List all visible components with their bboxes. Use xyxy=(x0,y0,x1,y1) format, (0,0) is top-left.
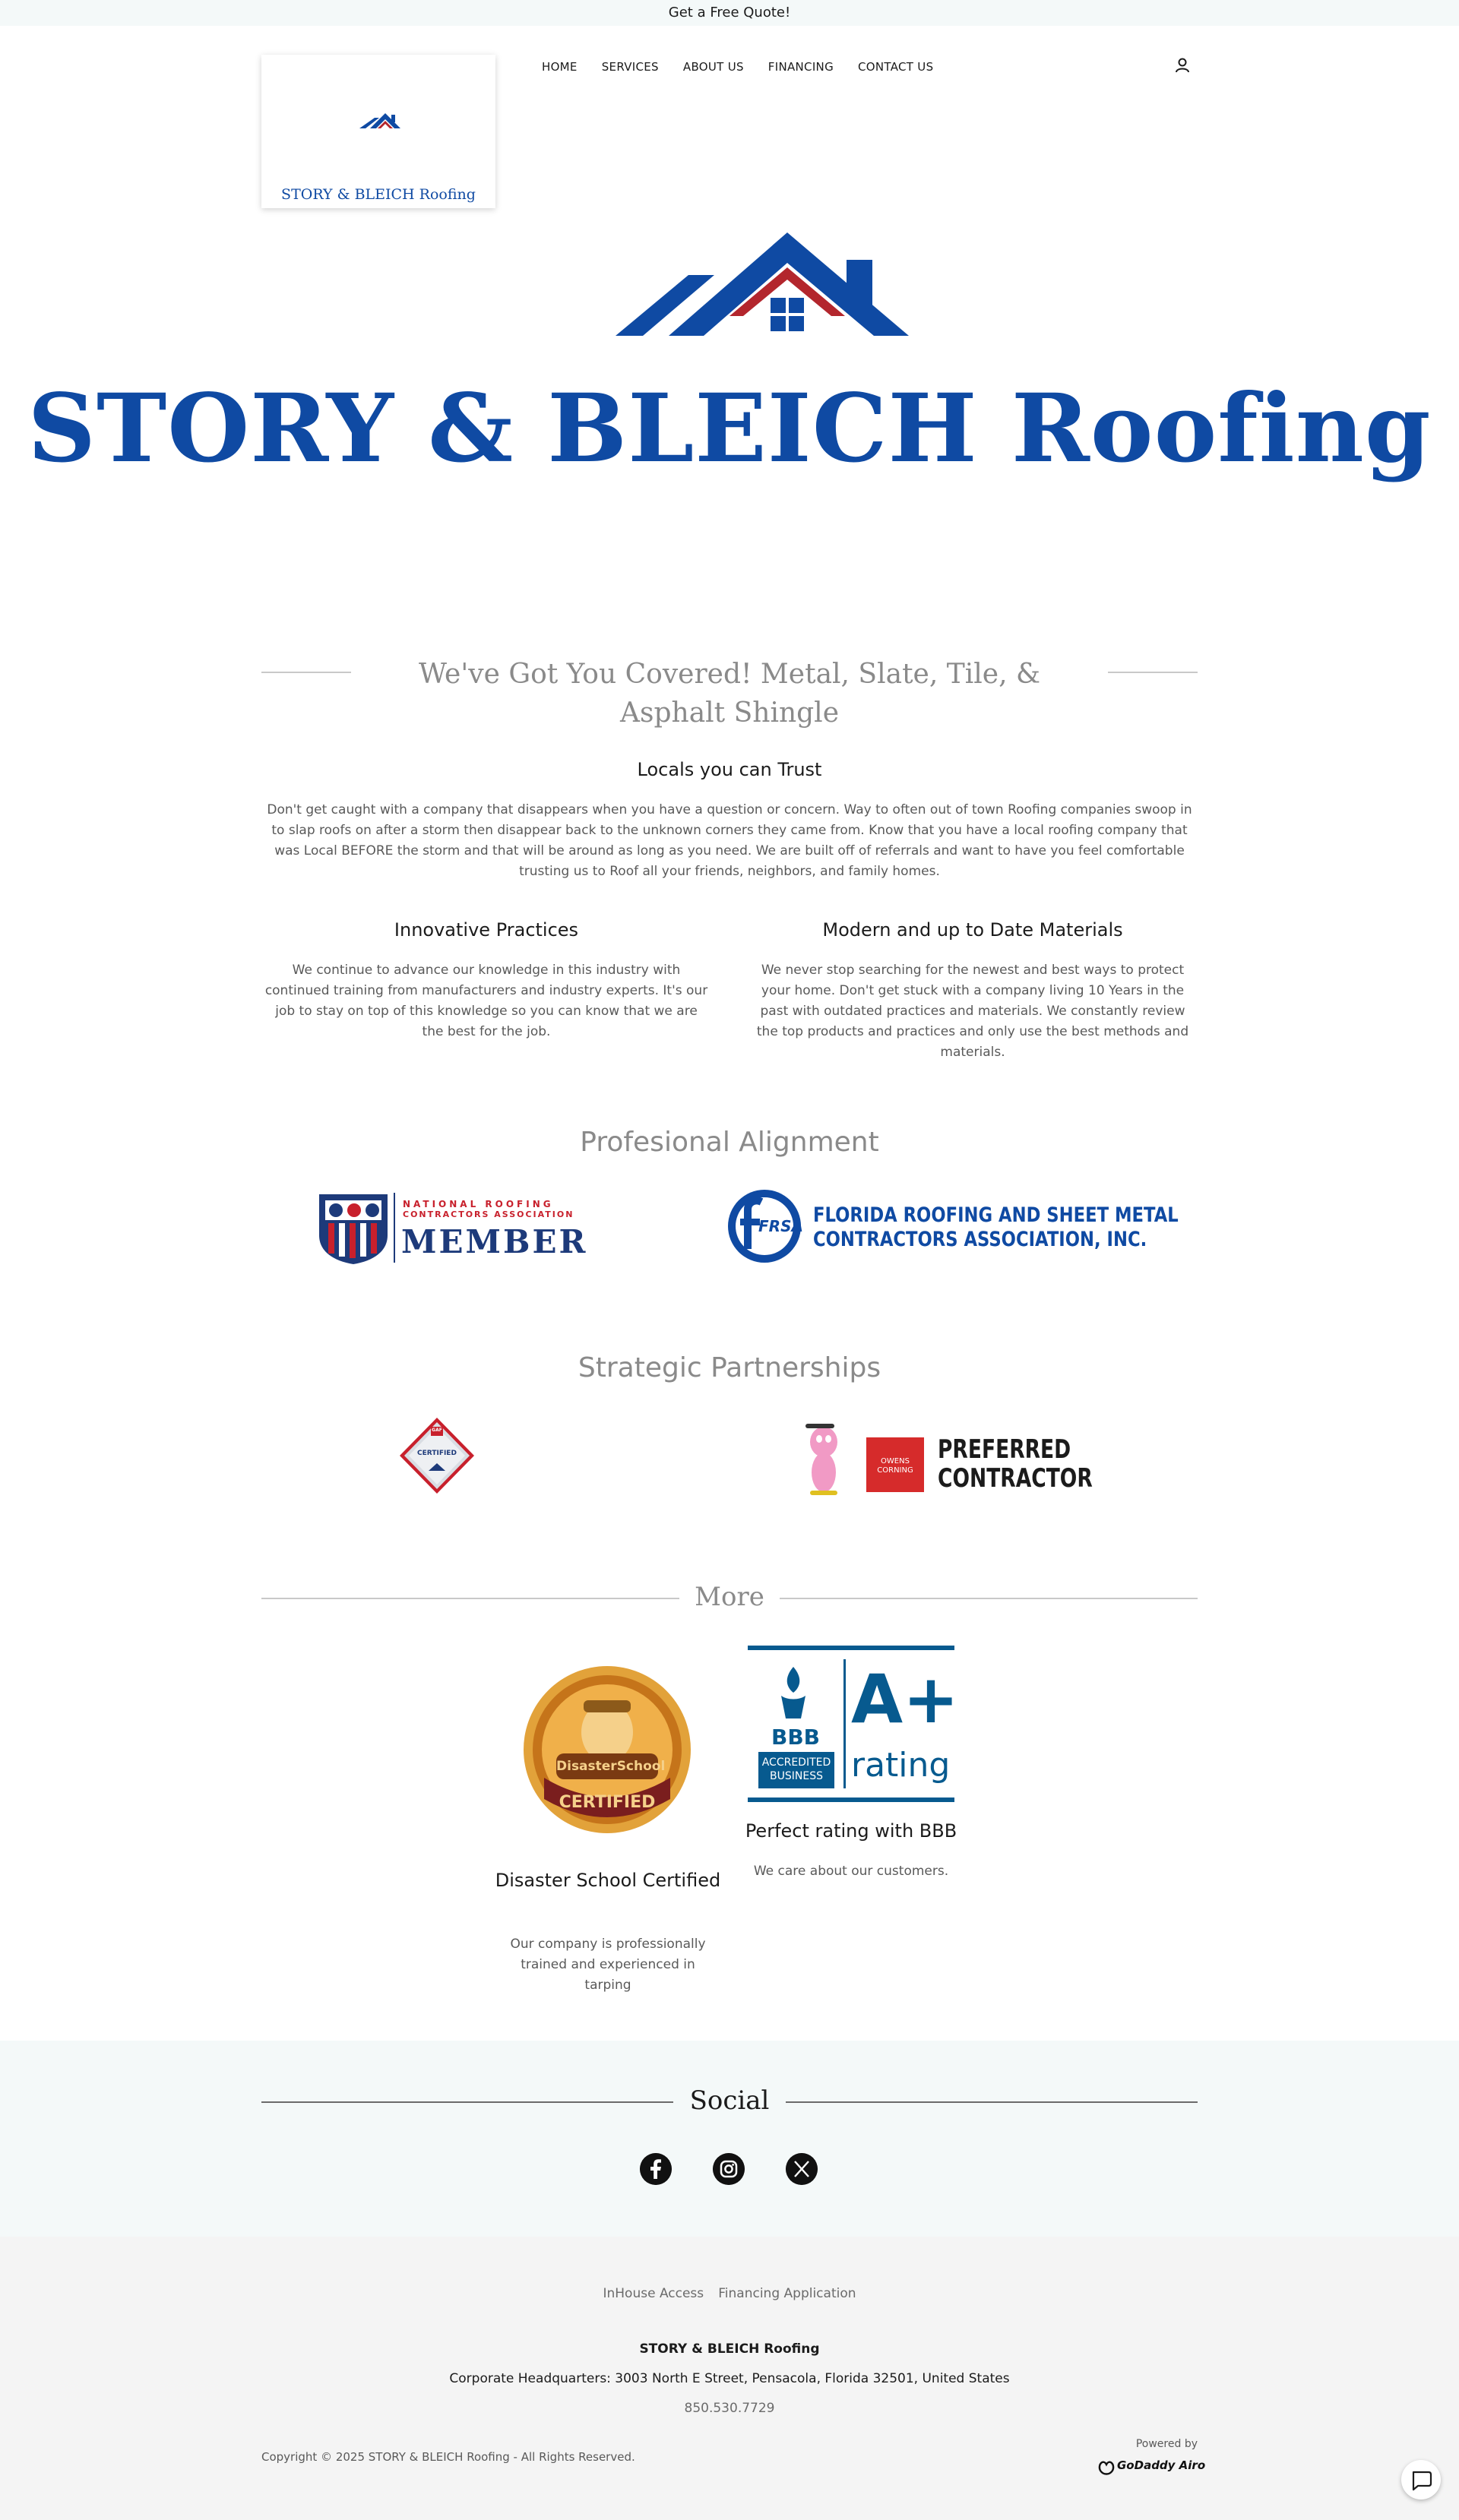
disaster-school-certified-text: CERTIFIED xyxy=(559,1793,656,1812)
bbb-accredited-box xyxy=(758,1752,834,1788)
social-title: Social xyxy=(689,2085,770,2116)
footer-phone-row xyxy=(0,2401,1459,2416)
partnerships-title: Strategic Partnerships xyxy=(578,1352,881,1383)
chat-bubble-icon xyxy=(1401,2460,1441,2499)
nav-financing[interactable]: FINANCING xyxy=(767,60,834,74)
divider xyxy=(261,1598,679,1599)
bbb-rating-text: rating xyxy=(851,1746,951,1785)
nrca-mid-text: CONTRACTORS ASSOCIATION xyxy=(403,1209,574,1219)
inhouse-access-link[interactable]: InHouse Access xyxy=(603,2286,704,2301)
divider xyxy=(261,2101,673,2103)
locals-text: Don't get caught with a company that disappears when you have a question or concern. Way to often out of town Roofing companies swoop in to slap roofs on after a storm then disappear back to the unknown corners they came from. Know that you have a local roofing company that was Local BEFORE the storm and that will be around as long as you need. We are built off of referrals and want to have you feel comfortable trusting us to Roof all your friends, neighbors, and family homes. xyxy=(267,802,1192,879)
chat-button[interactable] xyxy=(1401,2460,1441,2499)
footer-company: STORY & BLEICH Roofing xyxy=(639,2341,820,2357)
pink-panther-icon xyxy=(795,1415,853,1497)
house-logo-icon xyxy=(359,112,405,130)
facebook-icon[interactable] xyxy=(640,2153,672,2185)
godaddy-icon xyxy=(1097,2457,1116,2475)
site-logo[interactable] xyxy=(261,55,495,208)
nrca-shield-icon xyxy=(315,1190,394,1266)
more-title: More xyxy=(695,1582,764,1612)
divider xyxy=(843,1659,846,1788)
services-heading xyxy=(261,655,1198,732)
disaster-school-text: Our company is professionally trained and experienced in tarping xyxy=(510,1937,706,1993)
powered-by-label: Powered by xyxy=(1135,2438,1198,2450)
innovative-title: Innovative Practices xyxy=(394,919,579,941)
nav-about-us[interactable]: ABOUT US xyxy=(682,60,744,74)
divider xyxy=(394,1193,395,1263)
bbb-business-text: BUSINESS xyxy=(770,1770,823,1782)
bbb-mark-text: BBB xyxy=(771,1725,821,1750)
bbb-grade-text: A+ xyxy=(851,1660,959,1738)
corning-text: CORNING xyxy=(877,1466,913,1475)
godaddy-airo-logo[interactable] xyxy=(1097,2457,1206,2475)
footer-phone-link[interactable]: 850.530.7729 xyxy=(684,2401,775,2416)
hero-title: STORY & BLEICH Roofing xyxy=(27,374,1432,484)
frsa-logo[interactable] xyxy=(725,1187,1179,1269)
locals-title: Locals you can Trust xyxy=(637,759,822,780)
bbb-rating-badge[interactable] xyxy=(748,1646,959,1802)
bbb-accredited-text: ACCREDITED xyxy=(761,1756,831,1769)
alignment-title: Profesional Alignment xyxy=(580,1127,879,1158)
gaf-brand-text: GAF xyxy=(432,1428,442,1433)
gaf-certified-logo[interactable] xyxy=(398,1416,476,1495)
disaster-school-badge-text: DisasterSchool xyxy=(556,1759,666,1774)
disaster-school-title: Disaster School Certified xyxy=(495,1870,721,1891)
nav-services[interactable]: SERVICES xyxy=(601,60,659,74)
footer-address: Corporate Headquarters: 3003 North E Street, Pensacola, Florida 32501, United States xyxy=(449,2371,1010,2386)
contractor-text: CONTRACTOR xyxy=(938,1463,1093,1494)
account-icon[interactable] xyxy=(1173,56,1192,74)
frsa-line1: FLORIDA ROOFING AND SHEET METAL xyxy=(813,1203,1179,1227)
gaf-certified-text: CERTIFIED xyxy=(417,1450,457,1457)
logo-text: STORY & BLEICH Roofing xyxy=(281,186,476,203)
owens-corning-preferred-logo[interactable] xyxy=(795,1415,1093,1497)
footer-links xyxy=(0,2286,1459,2301)
divider xyxy=(786,2101,1198,2103)
frsa-line2: CONTRACTORS ASSOCIATION, INC. xyxy=(813,1228,1147,1251)
nrca-member-text: MEMBER xyxy=(401,1223,588,1260)
disaster-school-badge[interactable] xyxy=(521,1664,693,1835)
godaddy-airo-text: GoDaddy Airo xyxy=(1117,2458,1206,2472)
materials-title: Modern and up to Date Materials xyxy=(822,919,1123,941)
nav-home[interactable]: HOME xyxy=(542,60,578,74)
footer-copyright: Copyright © 2025 STORY & BLEICH Roofing - All Rights Reserved. xyxy=(261,2450,635,2464)
bbb-title: Perfect rating with BBB xyxy=(745,1820,957,1842)
owens-corning-box xyxy=(866,1437,924,1492)
materials-text: We never stop searching for the newest and best ways to protect your home. Don't get stuck with a company living 10 Years in the past with outdated practices and materials. We constantly review the top products and practices and only use the best methods and materials. xyxy=(756,963,1189,1060)
nrca-top-text: NATIONAL ROOFING xyxy=(403,1199,554,1209)
social-section xyxy=(0,2041,1459,2237)
hero-house-icon xyxy=(616,232,909,337)
services-heading-text: We've Got You Covered! Metal, Slate, Tile, & Asphalt Shingle xyxy=(418,659,1041,729)
free-quote-link[interactable]: Get a Free Quote! xyxy=(668,5,791,21)
financing-application-link[interactable]: Financing Application xyxy=(718,2286,856,2301)
bbb-text: We care about our customers. xyxy=(753,1864,949,1879)
divider xyxy=(780,1598,1198,1599)
nav-contact-us[interactable]: CONTACT US xyxy=(858,60,934,74)
innovative-text: We continue to advance our knowledge in this industry with continued training from manufacturers and industry experts. It's our job to stay on top of this knowledge so you can know that we are the best for the job. xyxy=(264,963,708,1039)
instagram-icon[interactable] xyxy=(713,2153,745,2185)
bbb-torch-icon xyxy=(771,1665,816,1726)
frsa-mark-text: FRSA xyxy=(758,1217,803,1235)
main-nav xyxy=(542,58,957,76)
x-icon[interactable] xyxy=(786,2153,818,2185)
owens-text: OWENS xyxy=(881,1457,910,1466)
announcement-bar xyxy=(0,0,1459,26)
nrca-member-logo[interactable] xyxy=(315,1190,588,1266)
preferred-text: PREFERRED xyxy=(938,1434,1071,1465)
